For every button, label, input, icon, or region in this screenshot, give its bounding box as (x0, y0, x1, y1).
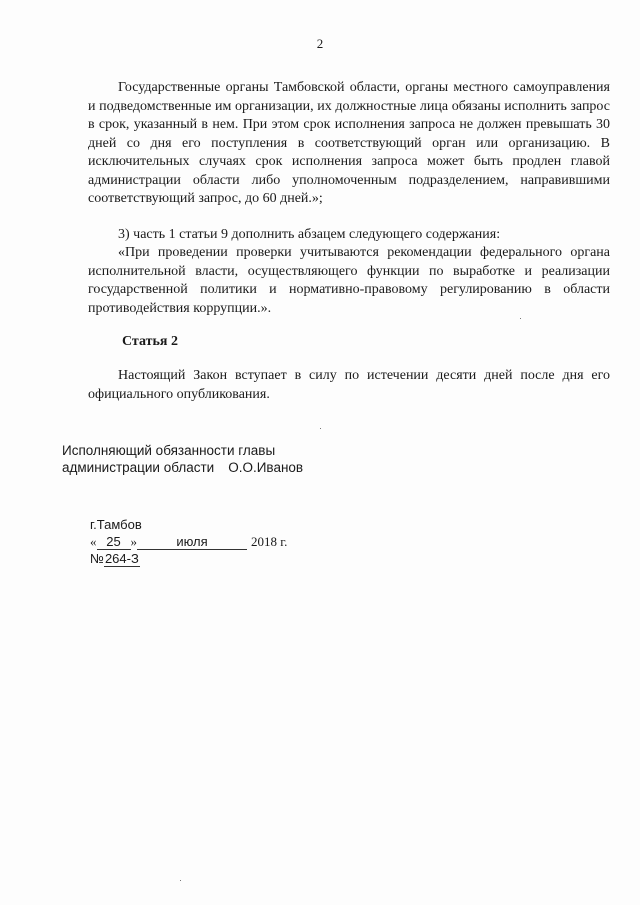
paragraph-text: Государственные органы Тамбовской области, органы местного самоуправления и подведомственные им организации, их должностные лица обязаны исполнить запрос в срок, указанный в нем. При этом срок исполнения запроса не должен превышать 30 дней со дня его поступления в соответствующий орган или организацию. В исключительных случаях срок исполнения запроса может быть продлен главой администрации области либо уполномоченным подразделением, направившими соответствующий запрос, до 60 дней.»; (88, 80, 610, 206)
paragraph-amendment-item (88, 226, 610, 245)
paragraph-entry-into-force (88, 367, 610, 404)
signature-title-line-1: Исполняющий обязанности главы (62, 443, 276, 458)
law-number: 264-З (104, 551, 139, 566)
signature-title-text: администрации области (62, 460, 215, 475)
city: г.Тамбов (90, 517, 142, 532)
page-number: 2 (316, 36, 324, 51)
date-close-quote: » (130, 534, 137, 549)
signature-block (62, 442, 303, 476)
scan-speck (180, 880, 181, 881)
date-open-quote: « (90, 534, 97, 549)
paragraph-text: Настоящий Закон вступает в силу по истечении десяти дней после дня его официального опубликования. (88, 368, 610, 402)
paragraph-text: «При проведении проверки учитываются рекомендации федерального органа исполнительной власти, осуществляющего функции по выработке и реализации государственной политики и нормативно-правовому регулированию в области противодействия коррупции.». (88, 245, 610, 316)
article-heading: Статья 2 (122, 334, 178, 349)
paragraph-text: 3) часть 1 статьи 9 дополнить абзацем следующего содержания: (118, 227, 501, 242)
paragraph-quoted-addition (88, 244, 610, 318)
paragraph-deadline (88, 79, 610, 209)
date-line (90, 533, 287, 550)
scan-speck (320, 428, 321, 429)
place-date-block (90, 516, 287, 567)
law-number-line (90, 550, 287, 567)
signature-title-line-2 (62, 459, 303, 476)
law-number-prefix: № (90, 551, 104, 566)
date-year: 2018 г. (251, 534, 288, 549)
signatory-name: О.О.Иванов (228, 460, 304, 475)
scan-speck (520, 318, 521, 319)
date-month: июля (137, 535, 247, 550)
date-day: 25 (97, 535, 131, 550)
